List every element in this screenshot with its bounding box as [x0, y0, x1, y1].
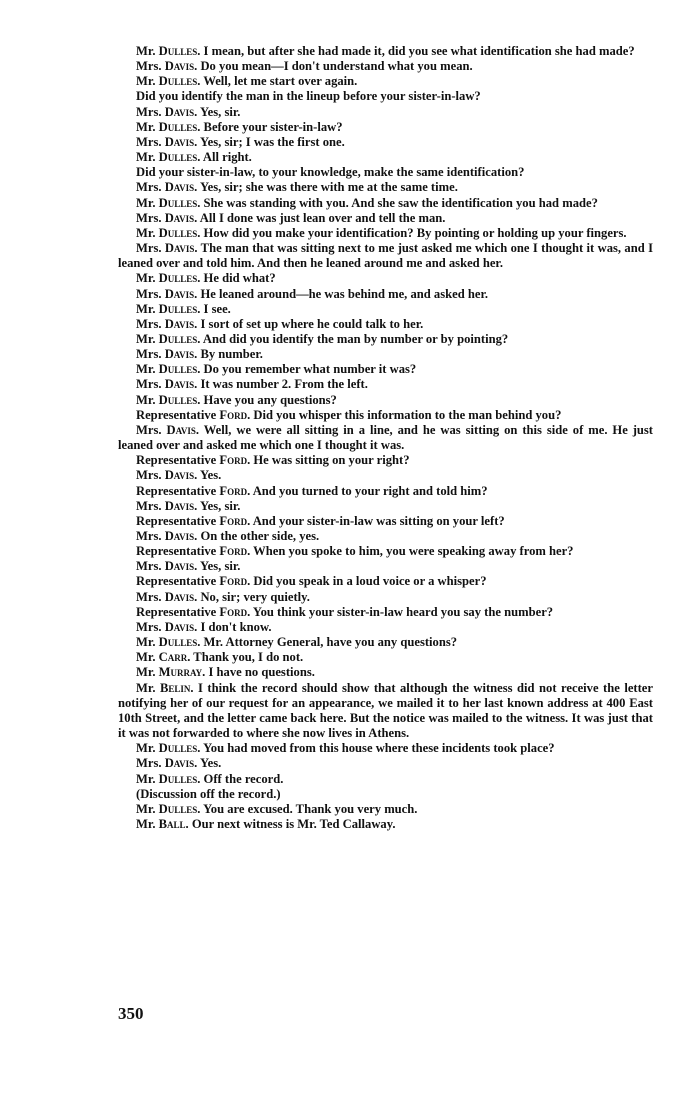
speaker-title: Mr.: [136, 665, 156, 680]
transcript-paragraph: [118, 665, 653, 680]
transcript-paragraph: [118, 574, 653, 589]
speaker-title: Mr.: [136, 331, 156, 346]
speaker-title: Mr.: [136, 271, 156, 286]
speech-text: She was standing with you. And she saw the identification you had made?: [203, 195, 598, 210]
speaker-title: Mrs.: [136, 286, 162, 301]
transcript-paragraph: [118, 620, 653, 635]
speaker-title: Mr.: [136, 74, 156, 89]
transcript-paragraph: [118, 423, 653, 453]
transcript-paragraph: [118, 802, 653, 817]
speech-text: By number.: [200, 347, 263, 362]
speech-text: Do you remember what number it was?: [203, 362, 417, 377]
speech-text: Yes.: [199, 756, 222, 771]
speech-text: Off the record.: [203, 771, 284, 786]
speaker-name: Davis.: [164, 529, 198, 543]
speaker-title: Mr.: [136, 362, 156, 377]
transcript-paragraph: [118, 302, 653, 317]
speaker-name: Dulles.: [158, 392, 201, 407]
speaker-name: Dulles.: [158, 741, 201, 756]
speech-text: And your sister-in-law was sitting on your left?: [252, 513, 505, 528]
speech-text: Well, let me start over again.: [203, 74, 358, 89]
speaker-title: Mr.: [136, 801, 156, 816]
speaker-title: Mrs.: [136, 347, 162, 362]
speaker-title: Mr.: [136, 225, 156, 240]
speaker-title: Mr.: [136, 195, 156, 210]
speaker-name: Ford.: [219, 453, 251, 468]
transcript-paragraph: [118, 787, 653, 802]
speech-text: I don't know.: [200, 619, 272, 634]
transcript-paragraph: [118, 241, 653, 271]
speaker-name: Davis.: [164, 134, 198, 149]
speaker-title: Mr.: [136, 650, 156, 665]
speaker-title: Mr.: [136, 392, 156, 407]
speech-text: Yes, sir; I was the first one.: [199, 134, 345, 149]
transcript-paragraph: [118, 756, 653, 771]
speaker-name: Davis.: [164, 559, 198, 574]
speech-text: How did you make your identification? By pointing or holding up your fingers.: [203, 225, 627, 240]
speech-text: I have no questions.: [208, 665, 315, 680]
transcript-paragraph: [118, 499, 653, 514]
speech-text: Mr. Attorney General, have you any questions?: [203, 635, 458, 650]
speech-text: On the other side, yes.: [200, 529, 320, 543]
speech-text: I sort of set up where he could talk to her.: [200, 316, 424, 331]
speaker-title: Representative: [136, 574, 217, 589]
transcript-paragraph: [118, 74, 653, 89]
speaker-name: Davis.: [164, 377, 198, 392]
speaker-name: Davis.: [164, 104, 198, 119]
speaker-name: Ball.: [158, 816, 189, 831]
transcript-paragraph: [118, 741, 653, 756]
speaker-name: Dulles.: [158, 771, 201, 786]
speaker-title: Mr.: [136, 816, 156, 831]
page-number: 350: [118, 1004, 144, 1023]
transcript-paragraph: [118, 377, 653, 392]
speech-text: He was sitting on your right?: [253, 453, 410, 468]
speech-text: You are excused. Thank you very much.: [203, 801, 418, 816]
speaker-title: Mr.: [136, 741, 156, 756]
transcript-paragraph: [118, 44, 653, 59]
speech-text: Have you any questions?: [203, 392, 337, 407]
transcript-paragraph: [118, 529, 653, 544]
speech-text: Did you speak in a loud voice or a whisper?: [253, 574, 487, 589]
speech-text: Did you whisper this information to the man behind you?: [253, 407, 562, 422]
speech-text: Yes, sir.: [199, 498, 241, 513]
speaker-name: Davis.: [164, 316, 198, 331]
transcript-paragraph: [118, 89, 653, 104]
speech-text: You think your sister-in-law heard you say the number?: [252, 604, 554, 619]
transcript-paragraph: [118, 165, 653, 180]
speaker-name: Carr.: [158, 650, 191, 665]
speech-text: I mean, but after she had made it, did you see what identification she had made?: [203, 44, 635, 58]
transcript-paragraph: [118, 180, 653, 195]
speaker-title: Mr.: [136, 44, 156, 58]
speaker-title: Representative: [136, 453, 217, 468]
speaker-name: Dulles.: [158, 150, 201, 165]
speech-text: The man that was sitting next to me just asked me which one I thought it was, and I leaned over and told him. And then he leaned around me and asked her.: [118, 241, 654, 271]
speech-text: Yes.: [199, 468, 222, 483]
transcript-paragraph: [118, 332, 653, 347]
speaker-title: Mrs.: [136, 59, 162, 74]
speaker-name: Davis.: [164, 619, 198, 634]
speech-text: Did your sister-in-law, to your knowledge, make the same identification?: [136, 165, 525, 180]
speaker-name: Davis.: [164, 59, 198, 74]
speaker-title: Mrs.: [136, 134, 162, 149]
speech-text: I see.: [203, 301, 231, 316]
speaker-title: Mrs.: [136, 210, 162, 225]
speaker-title: Mrs.: [136, 104, 162, 119]
transcript-body: [118, 44, 653, 832]
transcript-paragraph: [118, 317, 653, 332]
speaker-name: Dulles.: [158, 801, 201, 816]
speaker-title: Mr.: [136, 301, 156, 316]
speech-text: And you turned to your right and told him?: [252, 483, 488, 498]
speaker-title: Mr.: [136, 150, 156, 165]
speaker-name: Dulles.: [158, 119, 201, 134]
speaker-title: Mr.: [136, 635, 156, 650]
speech-text: Thank you, I do not.: [193, 650, 304, 665]
speaker-name: Davis.: [164, 468, 198, 483]
speaker-title: Mr.: [136, 771, 156, 786]
speaker-title: Representative: [136, 544, 217, 559]
transcript-paragraph: [118, 468, 653, 483]
speaker-name: Dulles.: [158, 271, 201, 286]
speaker-name: Davis.: [164, 756, 198, 771]
transcript-paragraph: [118, 635, 653, 650]
speaker-title: Mrs.: [136, 241, 162, 256]
transcript-paragraph: [118, 347, 653, 362]
transcript-paragraph: [118, 559, 653, 574]
speaker-title: Mrs.: [136, 468, 162, 483]
transcript-paragraph: [118, 772, 653, 787]
speech-text: Did you identify the man in the lineup before your sister-in-law?: [136, 89, 481, 104]
transcript-paragraph: [118, 590, 653, 605]
speech-text: Yes, sir.: [199, 104, 241, 119]
speaker-name: Ford.: [219, 407, 251, 422]
speaker-name: Dulles.: [158, 44, 201, 58]
speaker-title: Mrs.: [136, 589, 162, 604]
transcript-paragraph: [118, 605, 653, 620]
speaker-name: Davis.: [166, 422, 200, 437]
transcript-paragraph: [118, 650, 653, 665]
transcript-paragraph: [118, 59, 653, 74]
transcript-paragraph: [118, 135, 653, 150]
speech-text: No, sir; very quietly.: [200, 589, 310, 604]
speaker-name: Dulles.: [158, 362, 201, 377]
transcript-paragraph: [118, 408, 653, 423]
speaker-name: Davis.: [164, 347, 198, 362]
transcript-paragraph: [118, 362, 653, 377]
speaker-title: Mrs.: [136, 756, 162, 771]
speaker-name: Ford.: [219, 513, 251, 528]
speech-text: Our next witness is Mr. Ted Callaway.: [191, 816, 396, 831]
speaker-name: Davis.: [164, 498, 198, 513]
speaker-name: Dulles.: [158, 331, 201, 346]
transcript-paragraph: [118, 211, 653, 226]
speaker-title: Mrs.: [136, 180, 162, 195]
speech-text: Yes, sir.: [199, 559, 241, 574]
speaker-title: Representative: [136, 604, 217, 619]
speaker-title: Mr.: [136, 119, 156, 134]
speaker-name: Murray.: [158, 665, 206, 680]
speaker-name: Belin.: [159, 680, 194, 695]
speaker-name: Ford.: [219, 544, 251, 559]
speech-text: Well, we were all sitting in a line, and he was sitting on this side of me. He just leaned over and asked me which one I thought it was.: [118, 422, 654, 453]
speech-text: (Discussion off the record.): [136, 786, 281, 801]
speaker-name: Davis.: [164, 589, 198, 604]
transcript-paragraph: [118, 105, 653, 120]
speaker-name: Davis.: [164, 210, 198, 225]
transcript-paragraph: [118, 393, 653, 408]
transcript-paragraph: [118, 120, 653, 135]
speech-text: You had moved from this house where these incidents took place?: [203, 741, 555, 756]
speech-text: Do you mean—I don't understand what you mean.: [200, 59, 473, 74]
speech-text: He leaned around—he was behind me, and asked her.: [200, 286, 489, 301]
transcript-paragraph: [118, 484, 653, 499]
speaker-name: Dulles.: [158, 195, 201, 210]
transcript-paragraph: [118, 287, 653, 302]
speaker-name: Dulles.: [158, 225, 201, 240]
transcript-paragraph: [118, 817, 653, 832]
speech-text: Before your sister-in-law?: [203, 119, 343, 134]
speaker-name: Dulles.: [158, 301, 201, 316]
speech-text: All I done was just lean over and tell the man.: [199, 210, 446, 225]
speaker-name: Ford.: [219, 574, 251, 589]
speech-text: I think the record should show that although the witness did not receive the letter notifying her of our request for an appearance, we mailed it to her last known address at 400 East 10th Street, and the letter came back here. But the notice was mailed to the witness. It was just that it was not forwarded to where she now lives in Athens.: [118, 680, 653, 741]
transcript-paragraph: [118, 196, 653, 211]
speaker-title: Mrs.: [136, 619, 162, 634]
speaker-title: Mr.: [136, 680, 156, 695]
speaker-title: Mrs.: [136, 498, 162, 513]
transcript-paragraph: [118, 150, 653, 165]
speaker-title: Mrs.: [136, 316, 162, 331]
speaker-name: Dulles.: [158, 635, 201, 650]
speech-text: And did you identify the man by number or by pointing?: [202, 331, 509, 346]
speaker-title: Representative: [136, 407, 217, 422]
transcript-paragraph: [118, 681, 653, 742]
transcript-paragraph: [118, 226, 653, 241]
speaker-name: Davis.: [164, 241, 198, 256]
speaker-name: Dulles.: [158, 74, 201, 89]
speaker-name: Ford.: [219, 604, 251, 619]
transcript-paragraph: [118, 544, 653, 559]
speaker-name: Ford.: [219, 483, 251, 498]
speech-text: He did what?: [203, 271, 276, 286]
transcript-paragraph: [118, 453, 653, 468]
speech-text: It was number 2. From the left.: [200, 377, 368, 392]
speaker-title: Mrs.: [136, 422, 162, 437]
speech-text: When you spoke to him, you were speaking away from her?: [253, 544, 574, 559]
speech-text: Yes, sir; she was there with me at the same time.: [199, 180, 458, 195]
speech-text: All right.: [202, 150, 252, 165]
speaker-title: Mrs.: [136, 559, 162, 574]
speaker-title: Mrs.: [136, 377, 162, 392]
speaker-name: Davis.: [164, 180, 198, 195]
speaker-name: Davis.: [164, 286, 198, 301]
transcript-paragraph: [118, 514, 653, 529]
speaker-title: Mrs.: [136, 529, 162, 543]
speaker-title: Representative: [136, 513, 217, 528]
speaker-title: Representative: [136, 483, 217, 498]
transcript-paragraph: [118, 271, 653, 286]
